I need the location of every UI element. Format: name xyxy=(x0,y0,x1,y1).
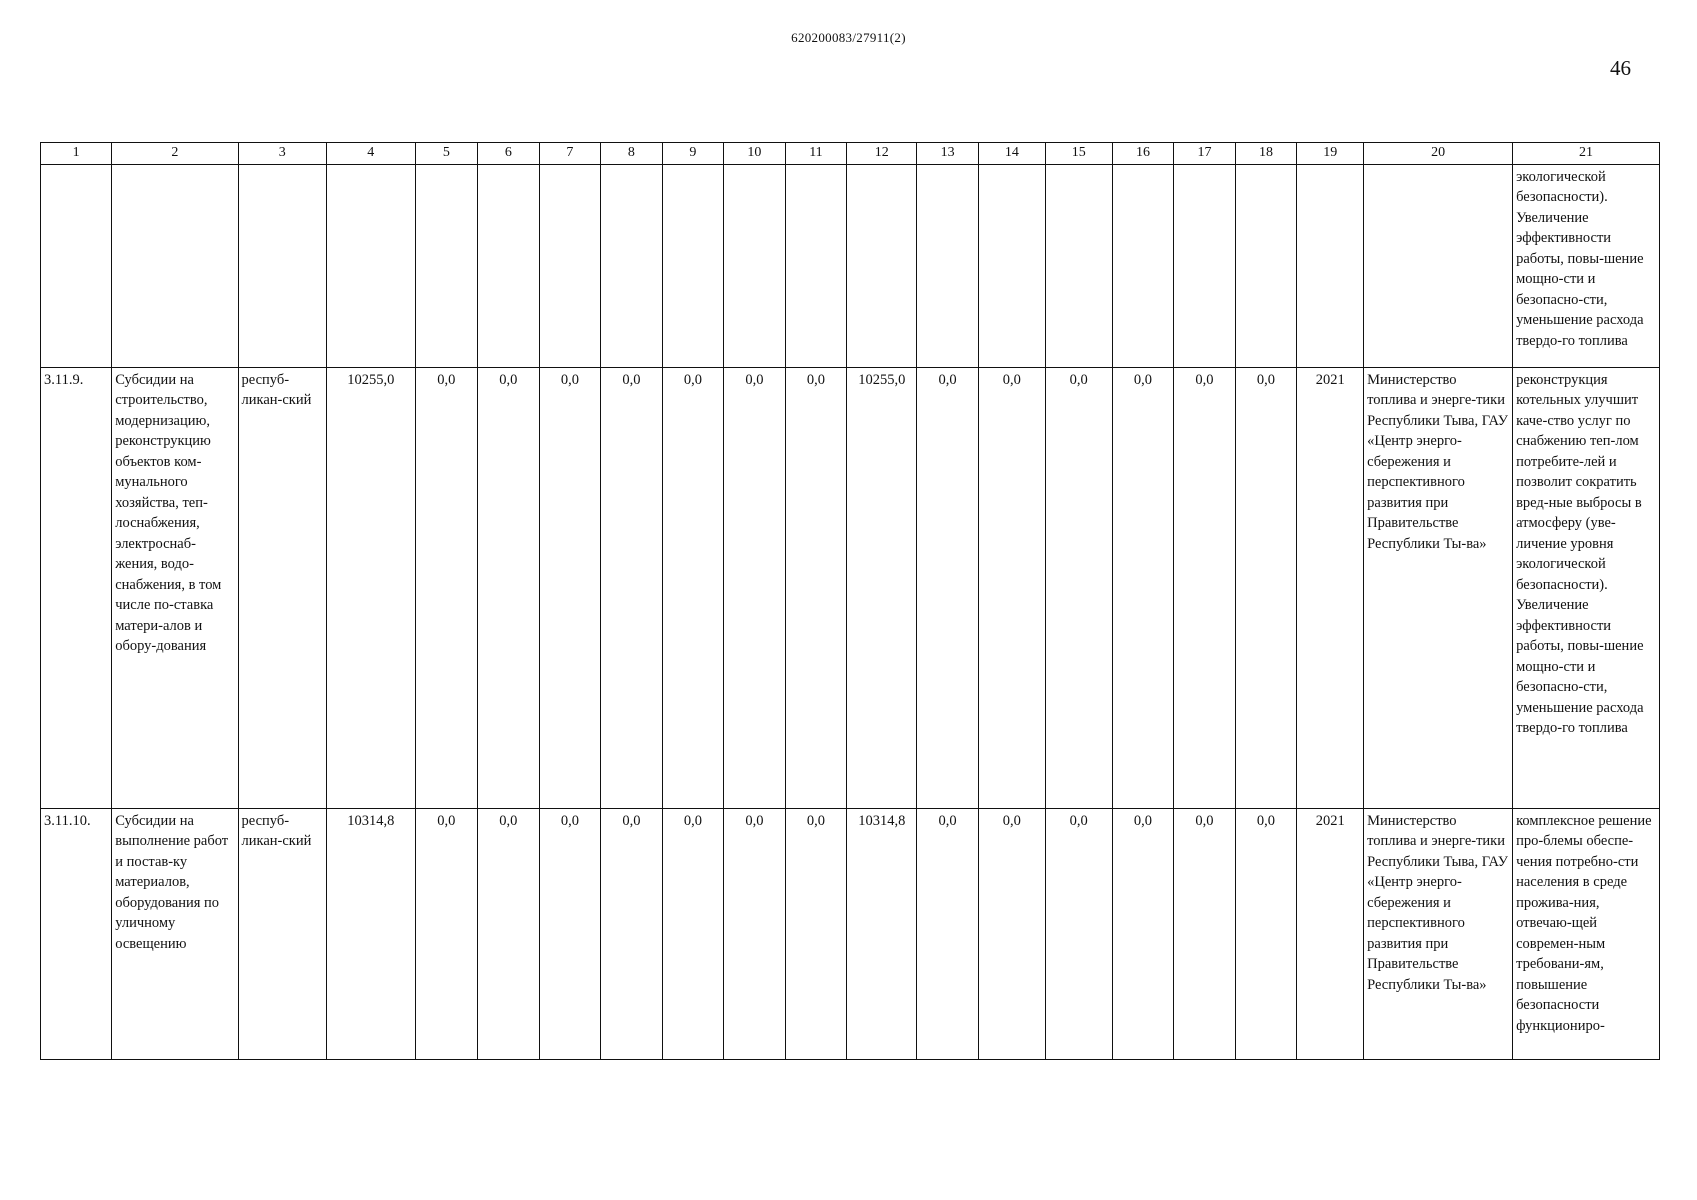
amount-cell: 10255,0 xyxy=(847,367,917,808)
amount-cell: 0,0 xyxy=(1235,808,1297,1059)
amount-cell: 0,0 xyxy=(415,808,478,1059)
year-cell: 2021 xyxy=(1297,808,1364,1059)
column-header: 18 xyxy=(1235,143,1297,165)
column-header: 19 xyxy=(1297,143,1364,165)
amount-cell: 0,0 xyxy=(917,367,979,808)
column-header: 5 xyxy=(415,143,478,165)
amount-cell: 0,0 xyxy=(539,367,601,808)
table-cell xyxy=(662,164,724,367)
table-cell xyxy=(1174,164,1236,367)
amount-cell: 0,0 xyxy=(785,367,847,808)
column-header: 13 xyxy=(917,143,979,165)
amount-cell: 0,0 xyxy=(917,808,979,1059)
table-cell xyxy=(1235,164,1297,367)
column-header: 15 xyxy=(1045,143,1112,165)
result-cell: комплексное решение про-блемы обеспе-чения потребно-сти населения в среде прожива-ния, отвечаю-щей современ-ным требовани-ям, повышение безопасности функциониро- xyxy=(1513,808,1660,1059)
amount-cell: 0,0 xyxy=(978,808,1045,1059)
column-header: 14 xyxy=(978,143,1045,165)
table-cell xyxy=(978,164,1045,367)
table-cell xyxy=(1112,164,1174,367)
measure-name: Субсидии на строительство, модернизацию, реконструкцию объектов ком-мунального хозяйства, теп-лоснабжения, электроснаб-жения, водо-снабжения, в том числе по-ставка матери-алов и обору-дования xyxy=(112,367,238,808)
column-header: 16 xyxy=(1112,143,1174,165)
column-header: 21 xyxy=(1513,143,1660,165)
amount-cell: 0,0 xyxy=(1174,808,1236,1059)
row-code: 3.11.9. xyxy=(41,367,112,808)
amount-cell: 0,0 xyxy=(478,808,540,1059)
executor-cell: Министерство топлива и энерге-тики Республики Тыва, ГАУ «Центр энерго-сбережения и перспективного развития при Правительстве Республики Ты-ва» xyxy=(1364,808,1513,1059)
amount-cell: 0,0 xyxy=(785,808,847,1059)
amount-cell: 0,0 xyxy=(539,808,601,1059)
table-cell xyxy=(415,164,478,367)
table-cell xyxy=(1297,164,1364,367)
column-header: 6 xyxy=(478,143,540,165)
amount-cell: 0,0 xyxy=(978,367,1045,808)
amount-cell: 0,0 xyxy=(601,367,663,808)
budget-source: респуб-ликан-ский xyxy=(238,367,327,808)
column-header: 10 xyxy=(724,143,786,165)
column-header: 3 xyxy=(238,143,327,165)
result-cell: экологической безопасности). Увеличение эффективности работы, повы-шение мощно-сти и безопасно-сти, уменьшение расхода твердо-го топлива xyxy=(1513,164,1660,367)
document-id: 620200083/27911(2) xyxy=(791,30,906,45)
continuation-row xyxy=(41,164,1660,367)
table-cell xyxy=(917,164,979,367)
result-cell: реконструкция котельных улучшит каче-ство услуг по снабжению теп-лом потребите-лей и позволит сократить вред-ные выбросы в атмосферу (уве-личение уровня экологической безопасности). Увеличение эффективности работы, повы-шение мощно-сти и безопасно-сти, уменьшение расхода твердо-го топлива xyxy=(1513,367,1660,808)
table-cell xyxy=(327,164,416,367)
amount-cell: 0,0 xyxy=(662,808,724,1059)
budget-source: респуб-ликан-ский xyxy=(238,808,327,1059)
measure-name: Субсидии на выполнение работ и постав-ку материалов, оборудования по уличному освещению xyxy=(112,808,238,1059)
column-header: 12 xyxy=(847,143,917,165)
amount-cell: 0,0 xyxy=(1112,808,1174,1059)
amount-cell: 0,0 xyxy=(415,367,478,808)
amount-cell: 0,0 xyxy=(662,367,724,808)
amount-cell: 0,0 xyxy=(601,808,663,1059)
column-header: 1 xyxy=(41,143,112,165)
row-code: 3.11.10. xyxy=(41,808,112,1059)
column-header: 9 xyxy=(662,143,724,165)
column-header: 8 xyxy=(601,143,663,165)
total-amount: 10314,8 xyxy=(327,808,416,1059)
table-cell xyxy=(785,164,847,367)
table-row xyxy=(41,808,1660,1059)
table-cell xyxy=(601,164,663,367)
amount-cell: 0,0 xyxy=(724,367,786,808)
table-cell xyxy=(1364,164,1513,367)
table-cell xyxy=(539,164,601,367)
total-amount: 10255,0 xyxy=(327,367,416,808)
amount-cell: 0,0 xyxy=(1235,367,1297,808)
amount-cell: 10314,8 xyxy=(847,808,917,1059)
data-table xyxy=(40,142,1660,1060)
header-row xyxy=(41,143,1660,165)
table-cell xyxy=(478,164,540,367)
amount-cell: 0,0 xyxy=(1112,367,1174,808)
table-cell xyxy=(847,164,917,367)
amount-cell: 0,0 xyxy=(478,367,540,808)
table-cell xyxy=(112,164,238,367)
column-header: 2 xyxy=(112,143,238,165)
table-cell xyxy=(724,164,786,367)
page-number: 46 xyxy=(1610,56,1631,80)
column-header: 17 xyxy=(1174,143,1236,165)
amount-cell: 0,0 xyxy=(1045,367,1112,808)
executor-cell: Министерство топлива и энерге-тики Республики Тыва, ГАУ «Центр энерго-сбережения и перспективного развития при Правительстве Республики Ты-ва» xyxy=(1364,367,1513,808)
column-header: 4 xyxy=(327,143,416,165)
column-header: 20 xyxy=(1364,143,1513,165)
table-cell xyxy=(238,164,327,367)
table-cell xyxy=(41,164,112,367)
year-cell: 2021 xyxy=(1297,367,1364,808)
column-header: 7 xyxy=(539,143,601,165)
table-row xyxy=(41,367,1660,808)
amount-cell: 0,0 xyxy=(1174,367,1236,808)
column-header: 11 xyxy=(785,143,847,165)
amount-cell: 0,0 xyxy=(724,808,786,1059)
amount-cell: 0,0 xyxy=(1045,808,1112,1059)
table-cell xyxy=(1045,164,1112,367)
